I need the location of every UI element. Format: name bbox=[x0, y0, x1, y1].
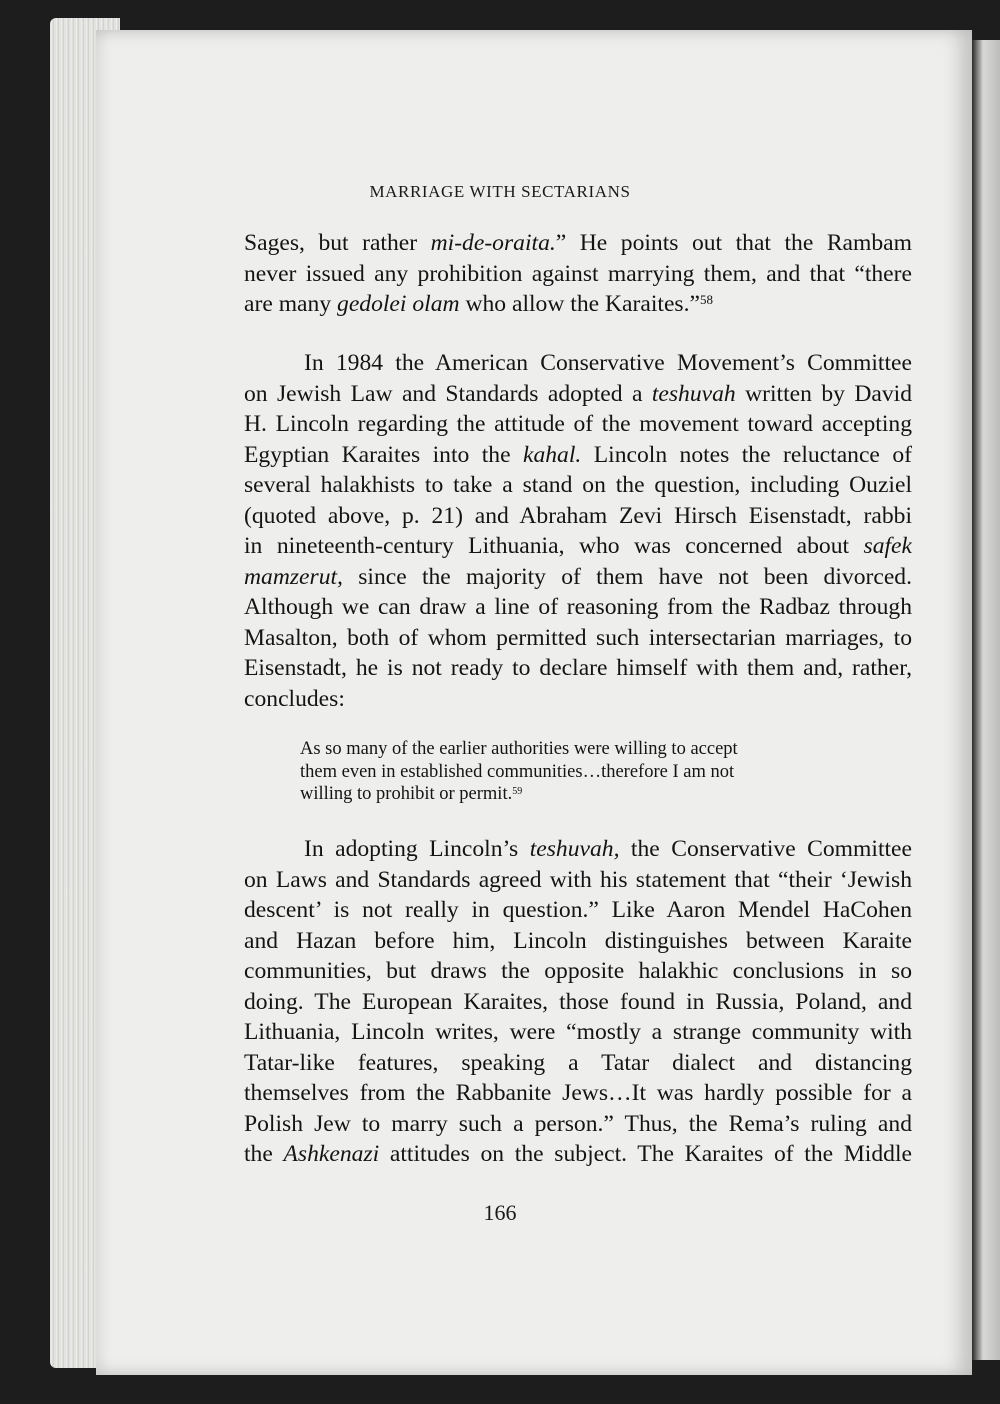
text-line: Tatar-like features, speaking a Tatar dialect and distancing bbox=[244, 1049, 912, 1076]
page-number: 166 bbox=[483, 1200, 517, 1225]
paragraph-3 bbox=[244, 834, 912, 1170]
text-line: willing to prohibit or permit.$^{59}$ bbox=[300, 784, 523, 804]
text-line: Masalton, both of whom permitted such intersectarian marriages, to bbox=[244, 624, 912, 651]
text-line: themselves from the Rabbanite Jews…It was hardly possible for a bbox=[244, 1080, 912, 1106]
text-line: on Jewish Law and Standards adopted a teshuvah written by David bbox=[244, 380, 912, 407]
text-line: As so many of the earlier authorities were willing to accept bbox=[300, 739, 738, 759]
text-line: several halakhists to take a stand on the question, including Ouziel bbox=[244, 472, 912, 498]
text-line: H. Lincoln regarding the attitude of the movement toward accepting bbox=[244, 411, 912, 437]
text-line: Eisenstadt, he is not ready to declare himself with them and, rather, bbox=[244, 655, 912, 681]
paragraph-1 bbox=[244, 228, 912, 320]
text-line: Polish Jew to marry such a person.” Thus, the Rema’s ruling and bbox=[244, 1110, 912, 1137]
text-line: never issued any prohibition against marrying them, and that “there bbox=[244, 260, 912, 287]
text-line: Although we can draw a line of reasoning from the Radbaz through bbox=[244, 594, 912, 620]
text-line: In adopting Lincoln’s teshuvah, the Conservative Committee bbox=[304, 836, 912, 862]
text-line: in nineteenth-century Lithuania, who was concerned about safek bbox=[244, 533, 912, 559]
text-line: descent’ is not really in question.” Like Aaron Mendel HaCohen bbox=[244, 897, 912, 923]
text-line: In 1984 the American Conservative Movement’s Committee bbox=[304, 350, 912, 376]
text-line: doing. The European Karaites, those found in Russia, Poland, and bbox=[244, 988, 912, 1015]
text-line: Egyptian Karaites into the kahal. Lincoln notes the reluctance of bbox=[244, 441, 912, 468]
text-line: the Ashkenazi attitudes on the subject. The Karaites of the Middle bbox=[244, 1141, 912, 1167]
text-line: concludes: bbox=[244, 685, 345, 712]
paragraph-2 bbox=[244, 348, 912, 714]
text-line: are many gedolei olam who allow the Karaites.”$^{58}$ bbox=[244, 291, 713, 317]
block-quote bbox=[300, 738, 800, 806]
facing-page-edge bbox=[972, 40, 1000, 1360]
text-line: Sages, but rather mi-de-oraita.” He points out that the Rambam bbox=[244, 230, 912, 256]
text-line: on Laws and Standards agreed with his statement that “their ‘Jewish bbox=[244, 866, 912, 893]
text-line: them even in established communities…therefore I am not bbox=[300, 761, 735, 782]
text-line: communities, but draws the opposite halakhic conclusions in so bbox=[244, 958, 912, 984]
text-line: and Hazan before him, Lincoln distinguishes between Karaite bbox=[244, 927, 912, 954]
text-line: Lithuania, Lincoln writes, were “mostly a strange community with bbox=[244, 1019, 912, 1045]
text-line: mamzerut, since the majority of them have not been divorced. bbox=[244, 563, 912, 590]
text-line: (quoted above, p. 21) and Abraham Zevi Hirsch Eisenstadt, rabbi bbox=[244, 502, 912, 529]
running-head: MARRIAGE WITH SECTARIANS bbox=[369, 182, 631, 201]
